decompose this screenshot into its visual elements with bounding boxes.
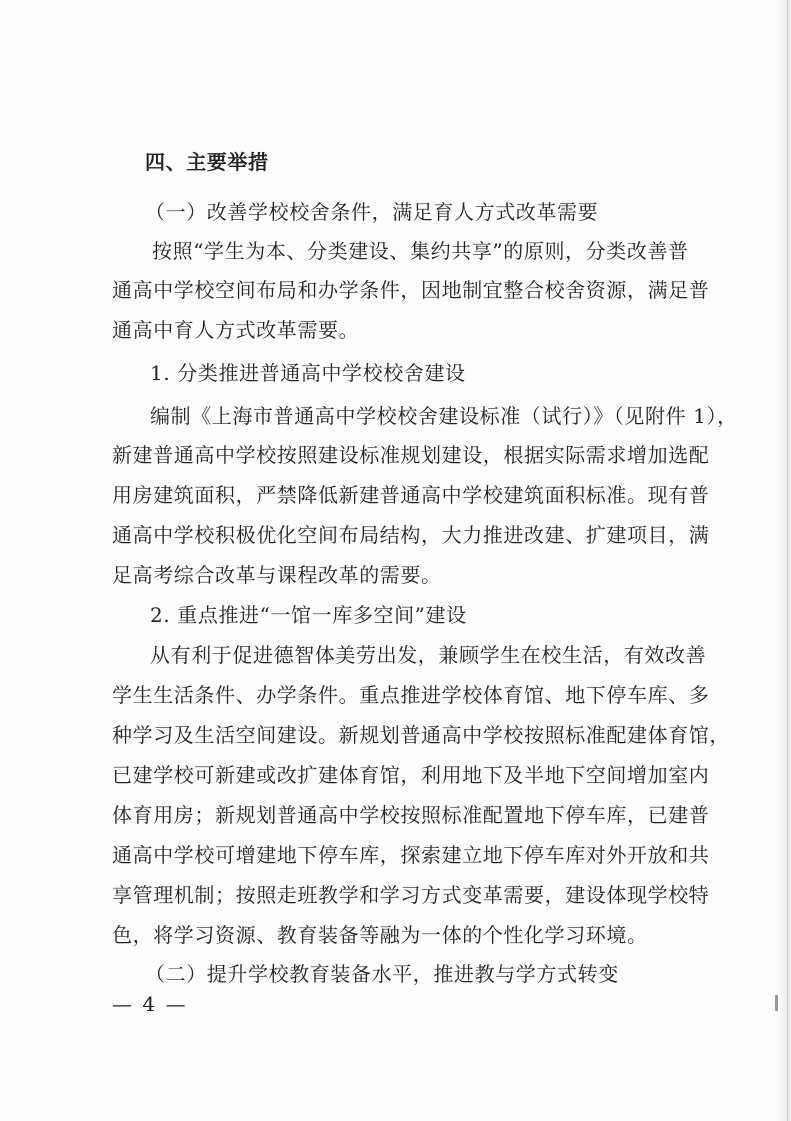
- paragraph-3-line-1: 从有利于促进德智体美劳出发，兼顾学生在校生活，有效改善: [150, 643, 707, 667]
- subsection-title-2: （二）提升学校教育装备水平，推进教与学方式转变: [145, 962, 619, 986]
- section-title: 四、主要举措: [145, 150, 269, 174]
- paragraph-3-line-4: 已建学校可新建或改扩建体育馆，利用地下及半地下空间增加室内: [112, 763, 710, 787]
- paragraph-2-line-4: 通高中学校积极优化空间布局结构，大力推进改建、扩建项目，满: [112, 523, 710, 547]
- paragraph-2-line-3: 用房建筑面积，严禁降低新建普通高中学校建筑面积标准。现有普: [112, 483, 710, 507]
- item-1-title: 1. 分类推进普通高中学校校舍建设: [150, 361, 466, 385]
- paragraph-1-line-2: 通高中学校空间布局和办学条件，因地制宜整合校舍资源，满足普: [112, 278, 710, 302]
- paragraph-3-line-8: 色，将学习资源、教育装备等融为一体的个性化学习环境。: [112, 923, 648, 947]
- paragraph-3-line-5: 体育用房；新规划普通高中学校按照标准配置地下停车库，已建普: [112, 803, 710, 827]
- paragraph-3-line-7: 享管理机制；按照走班教学和学习方式变革需要，建设体现学校特: [112, 883, 710, 907]
- subsection-title-1: （一）改善学校校舍条件，满足育人方式改革需要: [145, 200, 599, 224]
- paragraph-1-line-3: 通高中育人方式改革需要。: [112, 318, 360, 342]
- page-number: — 4 —: [112, 992, 188, 1016]
- paragraph-2-line-1: 编制《上海市普通高中学校校舍建设标准（试行）》（见附件 1），: [150, 404, 738, 428]
- paragraph-1-line-1: 按照“学生为本、分类建设、集约共享”的原则，分类改善普: [152, 239, 689, 263]
- paragraph-3-line-3: 种学习及生活空间建设。新规划普通高中学校按照标准配建体育馆，: [112, 723, 730, 747]
- item-2-title: 2. 重点推进“一馆一库多空间”建设: [150, 603, 467, 627]
- paragraph-3-line-6: 通高中学校可增建地下停车库，探索建立地下停车库对外开放和共: [112, 843, 710, 867]
- paragraph-2-line-5: 足高考综合改革与课程改革的需要。: [112, 563, 442, 587]
- scan-edge-line: [787, 0, 788, 1121]
- scan-edge-shadow: [777, 0, 791, 1121]
- paragraph-2-line-2: 新建普通高中学校按照建设标准规划建设，根据实际需求增加选配: [112, 443, 710, 467]
- paragraph-3-line-2: 学生生活条件、办学条件。重点推进学校体育馆、地下停车库、多: [112, 683, 710, 707]
